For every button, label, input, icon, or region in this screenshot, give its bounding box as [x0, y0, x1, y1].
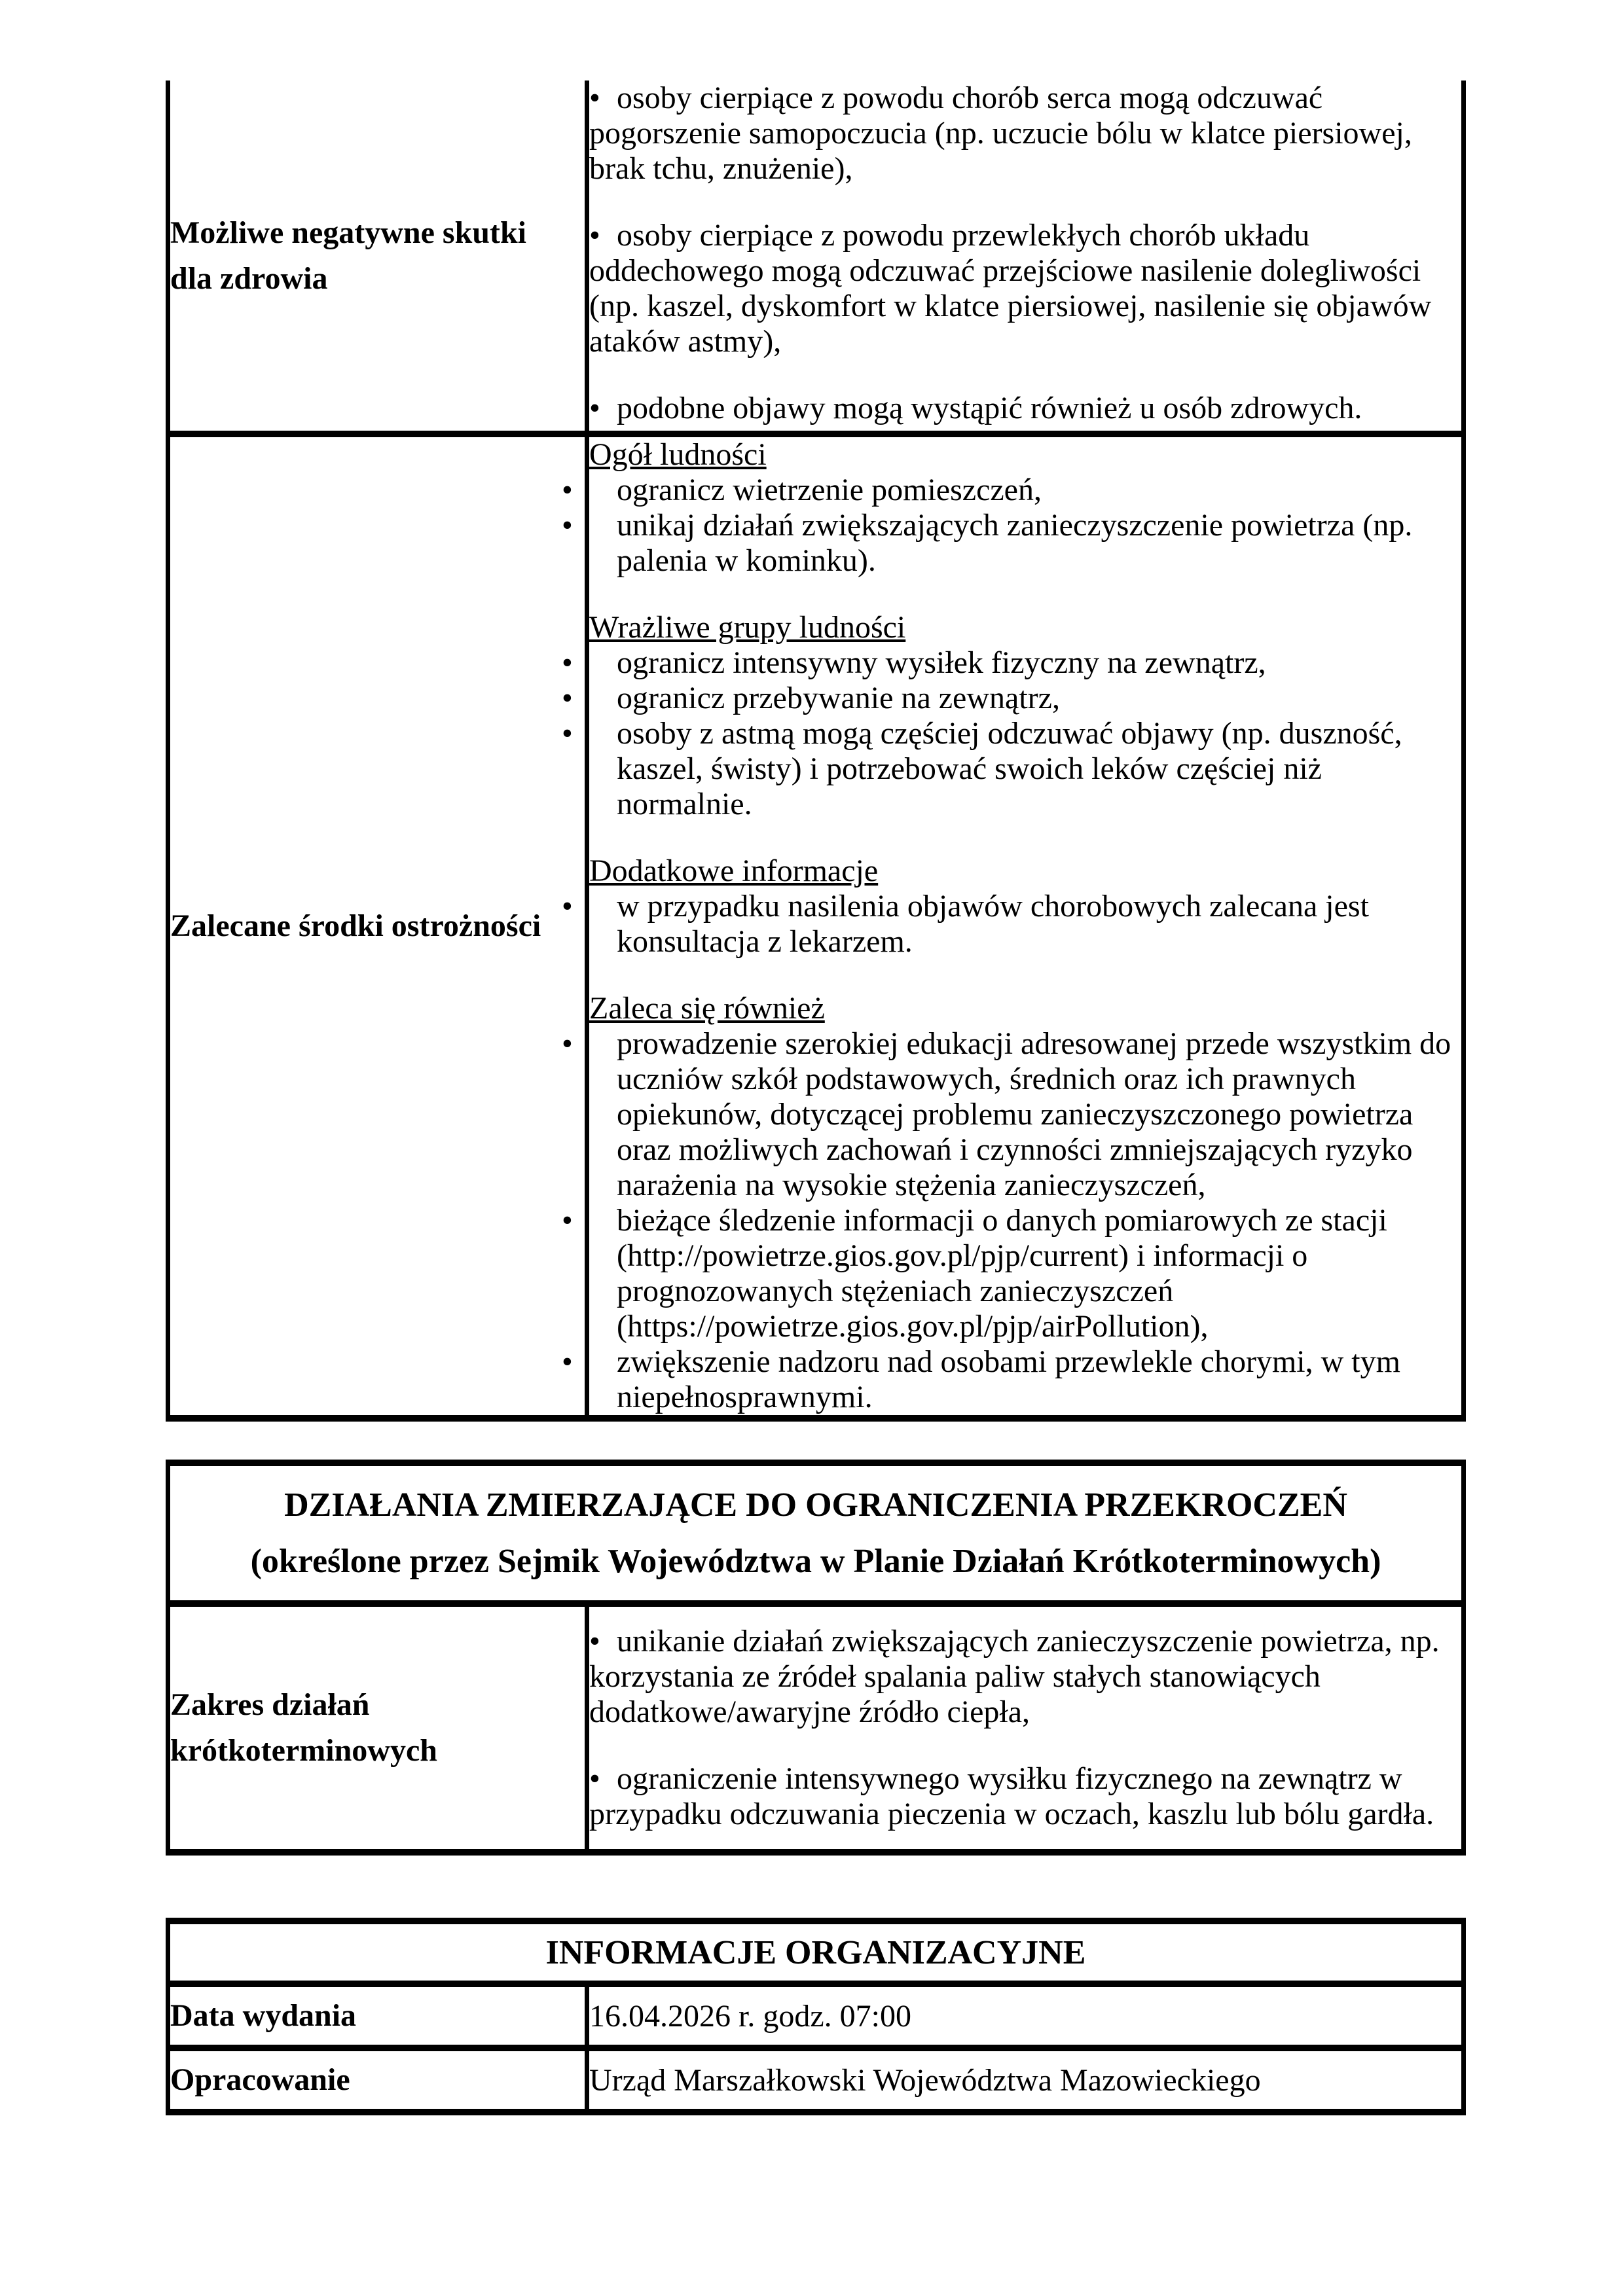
precaution-group-additional — [562, 853, 1461, 960]
bullet-text: ogranicz intensywny wysiłek fizyczny na zewnątrz, — [617, 645, 1266, 680]
organizational-info-header: INFORMACJE ORGANIZACYJNE — [168, 1921, 1464, 1984]
bullet-text: podobne objawy mogą wystąpić również u osób zdrowych. — [617, 391, 1362, 425]
bullet-item — [562, 889, 1461, 960]
table-header-row — [168, 1921, 1464, 1984]
row-label-short-term-actions — [168, 1604, 587, 1852]
bullet-item — [562, 473, 1461, 508]
label-line: dla zdrowia — [170, 260, 328, 296]
table-row — [168, 2048, 1464, 2112]
bullet-icon: • — [562, 645, 573, 680]
bullet-icon: • — [562, 508, 573, 543]
bullet-icon: • — [589, 1761, 600, 1796]
organizational-info-table — [166, 1918, 1466, 2115]
health-precautions-table — [166, 81, 1466, 1422]
bullet-item — [562, 508, 1461, 579]
precaution-group-general — [562, 437, 1461, 579]
bullet-item — [562, 1026, 1461, 1203]
bullet-text: osoby cierpiące z powodu przewlekłych chorób układu oddechowego mogą odczuwać przejściowe nasilenie dolegliwości (np. kaszel, dyskomfort w klatce piersiowej, nasilenie się objawów ataków astmy), — [589, 218, 1432, 359]
header-line: (określone przez Sejmik Województwa w Planie Działań Krótkoterminowych) — [250, 1542, 1381, 1580]
bullet-item — [589, 391, 1461, 426]
precaution-group-sensitive — [562, 610, 1461, 822]
prepared-by-value: Urząd Marszałkowski Województwa Mazowieckiego — [587, 2048, 1464, 2112]
table-row — [168, 1984, 1464, 2048]
header-line: DZIAŁANIA ZMIERZAJĄCE DO OGRANICZENIA PRZEKROCZEŃ — [284, 1486, 1347, 1524]
bullet-text: ogranicz wietrzenie pomieszczeń, — [617, 473, 1042, 507]
bullet-item — [589, 1624, 1461, 1730]
exceedance-actions-table — [166, 1460, 1466, 1856]
bullet-icon: • — [589, 1624, 600, 1659]
row-label-issue-date — [168, 1984, 587, 2048]
bullet-item — [589, 1761, 1461, 1832]
bullet-icon: • — [562, 473, 573, 507]
bullet-item — [562, 1203, 1461, 1344]
bullet-item — [562, 681, 1461, 716]
precaution-group-recommended — [562, 991, 1461, 1415]
bullet-text: osoby cierpiące z powodu chorób serca mogą odczuwać pogorszenie samopoczucia (np. uczucie bólu w klatce piersiowej, brak tchu, znużenie), — [589, 81, 1412, 186]
bullet-icon: • — [589, 218, 600, 253]
table-header-row — [168, 1463, 1464, 1604]
bullet-icon: • — [562, 1203, 573, 1238]
group-heading: Wrażliwe grupy ludności — [589, 610, 906, 645]
actions-section-header — [168, 1463, 1464, 1604]
row-label-health-effects — [168, 81, 587, 434]
bullet-text: unikanie działań zwiększających zanieczyszczenie powietrza, np. korzystania ze źródeł spalania paliw stałych stanowiących dodatkowe/awaryjne źródło ciepła, — [589, 1624, 1440, 1729]
table-row — [168, 81, 1464, 434]
short-term-actions-content — [587, 1604, 1464, 1852]
table-row — [168, 434, 1464, 1418]
bullet-text: ogranicz przebywanie na zewnątrz, — [617, 681, 1060, 715]
bullet-item — [562, 645, 1461, 681]
label-line: Zalecane środki ostrożności — [170, 908, 541, 944]
row-label-precautions — [168, 434, 587, 1418]
document-page — [166, 81, 1461, 2115]
bullet-icon: • — [562, 1344, 573, 1379]
issue-date-value: 16.04.2026 r. godz. 07:00 — [587, 1984, 1464, 2048]
bullet-text: prowadzenie szerokiej edukacji adresowanej przede wszystkim do uczniów szkół podstawowych, średnich oraz ich prawnych opiekunów, dotyczącej problemu zanieczyszczonego powietrza oraz możliwych zachowań i czynności zmniejszających ryzyko narażenia na wysokie stężenia zanieczyszczeń, — [617, 1026, 1451, 1202]
health-effects-content — [587, 81, 1464, 434]
label-line: Data wydania — [170, 1998, 357, 2034]
bullet-item — [589, 218, 1461, 359]
bullet-text: w przypadku nasilenia objawów chorobowych zalecana jest konsultacja z lekarzem. — [617, 889, 1369, 959]
bullet-item — [562, 1344, 1461, 1415]
bullet-icon: • — [562, 889, 573, 924]
bullet-item — [589, 81, 1461, 187]
group-heading: Dodatkowe informacje — [589, 853, 879, 888]
table-row — [168, 1604, 1464, 1852]
bullet-icon: • — [589, 391, 600, 425]
label-line: Opracowanie — [170, 2062, 350, 2098]
bullet-text: unikaj działań zwiększających zanieczyszczenie powietrza (np. palenia w kominku). — [617, 508, 1413, 578]
bullet-icon: • — [562, 681, 573, 715]
bullet-text: ograniczenie intensywnego wysiłku fizycznego na zewnątrz w przypadku odczuwania pieczenia w oczach, kaszlu lub bólu gardła. — [589, 1761, 1434, 1831]
bullet-text: bieżące śledzenie informacji o danych pomiarowych ze stacji (http://powietrze.gios.gov.pl/pjp/current) i informacji o prognozowanych stężeniach zanieczyszczeń (https://powietrze.gios.gov.pl/pjp/airPollution), — [617, 1203, 1387, 1344]
label-line: Możliwe negatywne skutki — [170, 215, 526, 250]
precautions-content — [562, 434, 1464, 1418]
bullet-icon: • — [562, 716, 573, 751]
group-heading: Ogół ludności — [589, 437, 767, 472]
bullet-item — [562, 716, 1461, 822]
group-heading: Zaleca się również — [589, 991, 825, 1026]
bullet-text: osoby z astmą mogą częściej odczuwać objawy (np. duszność, kaszel, świsty) i potrzebować swoich leków częściej niż normalnie. — [617, 716, 1402, 821]
label-line: Zakres działań — [170, 1687, 370, 1723]
bullet-icon: • — [562, 1026, 573, 1061]
bullet-text: zwiększenie nadzoru nad osobami przewlekle chorymi, w tym niepełnosprawnymi. — [617, 1344, 1400, 1414]
row-label-prepared-by — [168, 2048, 587, 2112]
bullet-icon: • — [589, 81, 600, 115]
label-line: krótkoterminowych — [170, 1733, 437, 1768]
